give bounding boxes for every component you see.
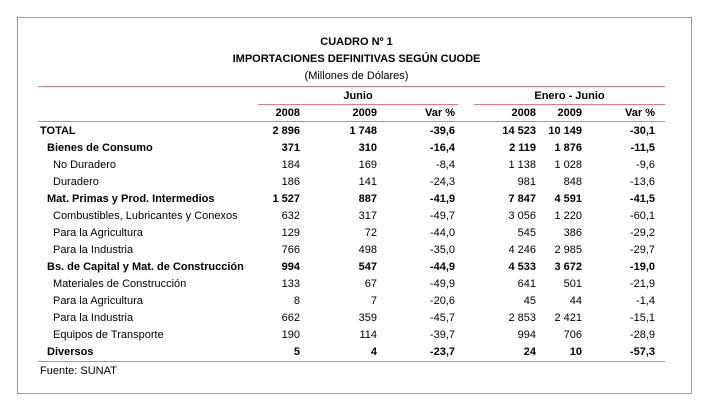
row-label: Para la Industria (53, 312, 134, 324)
row-label: Mat. Primas y Prod. Intermedios (47, 193, 215, 205)
table-cell: -60,1 (629, 210, 655, 222)
table-cell: -11,5 (630, 142, 655, 154)
table-cell: 5 (293, 346, 300, 358)
table-cell: 10 (569, 346, 582, 358)
table-cell: -41,9 (429, 193, 455, 205)
row-label: TOTAL (40, 125, 76, 137)
table-cell: -49,9 (429, 278, 455, 290)
row-label: Para la Industria (53, 244, 134, 256)
table-cell: 310 (358, 142, 377, 154)
column-header: Var % (625, 107, 655, 119)
table-cell: 848 (563, 176, 582, 188)
table-cell: 545 (517, 227, 536, 239)
table-cell: -39,6 (429, 125, 455, 137)
table-cell: 887 (358, 193, 377, 205)
column-header: 2008 (275, 107, 300, 119)
row-label: Equipos de Transporte (53, 329, 164, 341)
table-cell: 994 (281, 261, 300, 273)
table-cell: 2 119 (509, 142, 536, 154)
table-cell: -35,0 (429, 244, 455, 256)
table-cell: -57,3 (629, 346, 655, 358)
column-header: Var % (425, 107, 455, 119)
table-cell: 317 (358, 210, 377, 222)
table-cell: 4 533 (508, 261, 536, 273)
table-cell: -30,1 (629, 125, 655, 137)
table-cell: 498 (358, 244, 377, 256)
bottom-rule (38, 361, 665, 362)
table-cell: -23,7 (429, 346, 455, 358)
table-cell: 662 (281, 312, 300, 324)
table-cell: -21,9 (629, 278, 655, 290)
row-label: Para la Agricultura (53, 227, 143, 239)
table-cell: 8 (293, 295, 300, 307)
table-cell: 1 028 (554, 159, 582, 171)
table-cell: 4 (370, 346, 377, 358)
group-header-enero-junio: Enero - Junio (534, 90, 605, 102)
row-label: Duradero (53, 176, 99, 188)
table-cell: -16,4 (429, 142, 455, 154)
column-header: 2009 (557, 107, 582, 119)
table-cell: 1 748 (349, 125, 377, 137)
table-cell: -19,0 (629, 261, 655, 273)
table-cell: 129 (281, 227, 300, 239)
column-header: 2008 (511, 107, 536, 119)
table-cell: 386 (563, 227, 582, 239)
table-cell: 67 (364, 278, 377, 290)
table-cell: 114 (359, 329, 377, 341)
table-cell: -20,6 (429, 295, 455, 307)
table-cell: 766 (281, 244, 300, 256)
table-cell: -29,7 (629, 244, 655, 256)
table-cell: 981 (517, 176, 536, 188)
top-rule (38, 86, 665, 87)
table-cell: 4 591 (554, 193, 582, 205)
table-cell: 7 847 (508, 193, 536, 205)
table-cell: 371 (281, 142, 300, 154)
table-cell: 133 (281, 278, 300, 290)
table-cell: 45 (523, 295, 536, 307)
table-cell: 4 246 (508, 244, 536, 256)
table-cell: 1 138 (508, 159, 536, 171)
table-cell: 706 (563, 329, 582, 341)
table-cell: -9,6 (636, 159, 655, 171)
row-label: Materiales de Construcción (53, 278, 187, 290)
row-label: No Duradero (53, 159, 116, 171)
row-label: Bienes de Consumo (47, 142, 153, 154)
table-cell: -44,9 (429, 261, 455, 273)
table-cell: 547 (358, 261, 377, 273)
table-cell: 1 876 (554, 142, 582, 154)
row-label: Bs. de Capital y Mat. de Construcción (47, 261, 244, 273)
table-cell: 2 896 (272, 125, 300, 137)
table-cell: 3 056 (508, 210, 536, 222)
table-cell: 10 149 (548, 125, 582, 137)
table-cell: 141 (358, 176, 377, 188)
table-cell: -49,7 (429, 210, 455, 222)
header-rule (38, 121, 665, 122)
row-label: Diversos (47, 346, 94, 358)
table-cell: 2 421 (554, 312, 582, 324)
table-cell: -41,5 (629, 193, 655, 205)
table-cell: 2 985 (554, 244, 582, 256)
table-cell: -8,4 (436, 159, 455, 171)
table-subtitle: IMPORTACIONES DEFINITIVAS SEGÚN CUODE (232, 53, 481, 65)
table-cell: -15,1 (629, 312, 655, 324)
group-header-junio: Junio (343, 90, 373, 102)
table-cell: 44 (569, 295, 582, 307)
table-cell: 184 (281, 159, 300, 171)
table-cell: 190 (281, 329, 300, 341)
table-cell: 994 (517, 329, 536, 341)
table-cell: 72 (364, 227, 377, 239)
source-note: Fuente: SUNAT (40, 365, 117, 377)
table-cell: 359 (358, 312, 377, 324)
table-cell: 632 (281, 210, 300, 222)
table-cell: -13,6 (629, 176, 655, 188)
table-cell: -39,7 (429, 329, 455, 341)
table-cell: -24,3 (429, 176, 455, 188)
table-cell: 186 (281, 176, 300, 188)
column-header: 2009 (352, 107, 377, 119)
table-units: (Millones de Dólares) (304, 70, 409, 82)
table-cell: -44,0 (429, 227, 455, 239)
table-cell: 641 (517, 278, 536, 290)
table-cell: 14 523 (502, 125, 536, 137)
row-label: Combustibles, Lubricantes y Conexos (53, 210, 238, 222)
table-cell: 24 (523, 346, 536, 358)
table-cell: 2 853 (508, 312, 536, 324)
table-cell: -28,9 (629, 329, 655, 341)
table-cell: 1 220 (554, 210, 582, 222)
table-cell: 501 (563, 278, 582, 290)
table-cell: 169 (358, 159, 377, 171)
table-cell: 7 (370, 295, 377, 307)
row-label: Para la Agricultura (53, 295, 143, 307)
table-cell: 1 527 (272, 193, 300, 205)
table-cell: 3 672 (554, 261, 582, 273)
table-cell: -1,4 (636, 295, 655, 307)
table-title: CUADRO Nº 1 (320, 36, 393, 48)
table-cell: -29,2 (629, 227, 655, 239)
table-cell: -45,7 (429, 312, 455, 324)
